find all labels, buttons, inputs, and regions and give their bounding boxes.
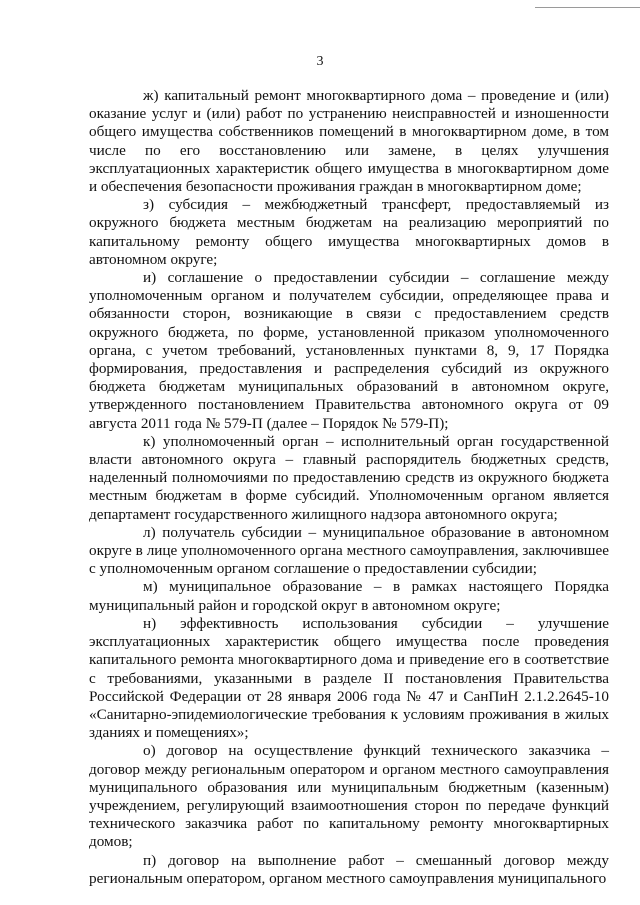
paragraph-l: л) получатель субсидии – муниципальное образование в автономном округе в лице уполномоченного органа местного самоуправления, заключившее с уполномоченным органом соглашение о предоставлении субсидии;	[89, 523, 609, 578]
page-number: 3	[316, 54, 324, 69]
paragraph-n: н) эффективность использования субсидии – улучшение эксплуатационных характеристик общего имущества после проведения капитального ремонта многоквартирного дома и приведение его в соответствие с требованиями, указанными в разделе II постановления Правительства Российской Федерации от 28 января 2006 года № 47 и СанПиН 2.1.2.2645-10 «Санитарно-эпидемиологические требования к условиям проживания в жилых зданиях и помещениях»;	[89, 614, 609, 742]
paragraph-p: п) договор на выполнение работ – смешанный договор между региональным оператором, органом местного самоуправления муниципального	[89, 851, 609, 887]
paragraph-o: о) договор на осуществление функций технического заказчика – договор между региональным оператором и органом местного самоуправления муниципального образования или муниципальным бюджетным (казенным) учреждением, регулирующий взаимоотношения сторон по передаче функций технического заказчика работ по капитальному ремонту многоквартирных домов;	[89, 742, 609, 851]
paragraph-k: к) уполномоченный орган – исполнительный орган государственной власти автономного округа – главный распорядитель бюджетных средств, наделенный полномочиями по предоставлению средств из окружного бюджета местным бюджетам в форме субсидий. Уполномоченным органом является департамент государственного жилищного надзора автономного округа;	[89, 432, 609, 523]
paragraph-zh: ж) капитальный ремонт многоквартирного дома – проведение и (или) оказание услуг и (или) работ по устранению неисправностей и изношенности общего имущества собственников помещений в многоквартирном доме, в том числе по его восстановлению или замене, в целях улучшения эксплуатационных характеристик общего имущества в многоквартирном доме и обеспечения безопасности проживания граждан в многоквартирном доме;	[89, 87, 609, 196]
top-edge-rule	[535, 7, 640, 8]
paragraph-i: и) соглашение о предоставлении субсидии – соглашение между уполномоченным органом и получателем субсидии, определяющее права и обязанности сторон, возникающие в связи с предоставлением средств окружного бюджета, по форме, установленной приказом уполномоченного органа, с учетом требований, установленных пунктами 8, 9, 17 Порядка формирования, предоставления и распределения субсидий из окружного бюджета бюджетам муниципальных образований в автономном округе, утвержденного постановлением Правительства автономного округа от 09 августа 2011 года № 579-П (далее – Порядок № 579-П);	[89, 269, 609, 432]
paragraph-m: м) муниципальное образование – в рамках настоящего Порядка муниципальный район и городской округ в автономном округе;	[89, 578, 609, 614]
document-body	[89, 87, 609, 888]
paragraph-z: з) субсидия – межбюджетный трансферт, предоставляемый из окружного бюджета местным бюджетам на реализацию мероприятий по капитальному ремонту общего имущества многоквартирных домов в автономном округе;	[89, 196, 609, 268]
